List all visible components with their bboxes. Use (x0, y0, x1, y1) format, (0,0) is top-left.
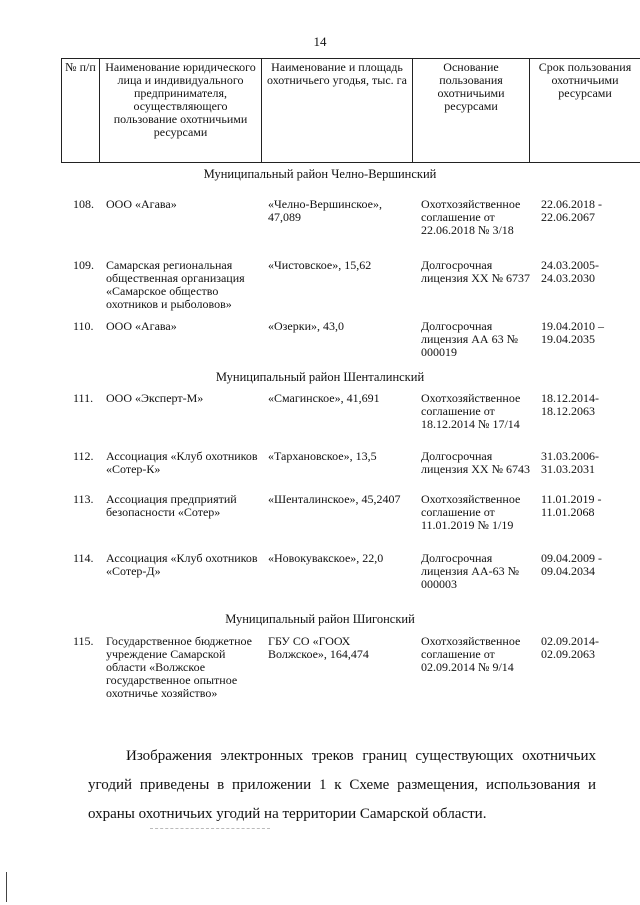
scan-edge-mark (6, 872, 7, 902)
row-organization: Ассоциация «Клуб охотников «Сотер-Д» (106, 551, 258, 578)
header-area: Наименование и площадь охотничьего угодья, тыс. га (262, 59, 413, 163)
row-number: 110. (73, 319, 94, 333)
row-term: 31.03.2006- 31.03.2031 (541, 449, 599, 476)
row-number: 112. (73, 449, 94, 463)
row-organization: ООО «Эксперт-М» (106, 391, 204, 405)
row-number: 114. (73, 551, 94, 565)
row-number: 109. (73, 258, 94, 272)
row-basis: Охотхозяйственное соглашение от 18.12.2014 № 17/14 (421, 391, 521, 431)
scan-artifact (150, 828, 270, 829)
row-number: 113. (73, 492, 94, 506)
row-organization: Ассоциация «Клуб охотников «Сотер-К» (106, 449, 258, 476)
row-term: 09.04.2009 - 09.04.2034 (541, 551, 602, 578)
row-term: 18.12.2014- 18.12.2063 (541, 391, 599, 418)
district-heading: Муниципальный район Шенталинский (215, 370, 425, 384)
row-basis: Долгосрочная лицензия АА 63 № 000019 (421, 319, 519, 359)
row-term: 24.03.2005- 24.03.2030 (541, 258, 599, 285)
row-organization: ООО «Агава» (106, 319, 177, 333)
row-number: 111. (73, 391, 94, 405)
row-number: 115. (73, 634, 94, 648)
header-num: № п/п (62, 59, 100, 163)
header-basis: Основание пользования охотничьими ресурсами (413, 59, 530, 163)
row-term: 02.09.2014- 02.09.2063 (541, 634, 599, 661)
row-area: «Челно-Вершинское», 47,089 (268, 197, 382, 224)
district-heading: Муниципальный район Шигонский (225, 612, 415, 626)
row-basis: Охотхозяйственное соглашение от 11.01.2019 № 1/19 (421, 492, 521, 532)
row-basis: Охотхозяйственное соглашение от 02.09.2014 № 9/14 (421, 634, 521, 674)
table-header (61, 58, 640, 163)
row-organization: Государственное бюджетное учреждение Самарской области «Волжское государственное опытное охотничье хозяйство» (106, 634, 252, 700)
row-basis: Долгосрочная лицензия ХХ № 6737 (421, 258, 531, 285)
row-organization: ООО «Агава» (106, 197, 177, 211)
row-area: «Озерки», 43,0 (268, 319, 344, 333)
row-area: «Тархановское», 13,5 (268, 449, 377, 463)
row-area: «Смагинское», 41,691 (268, 391, 380, 405)
row-organization: Самарская региональная общественная организация «Самарское общество охотников и рыболовов» (106, 258, 245, 311)
row-basis: Долгосрочная лицензия АА-63 № 000003 (421, 551, 520, 591)
paragraph-text: Изображения электронных треков границ существующих охотничьих угодий приведены в приложении 1 к Схеме размещения, использования и охраны охотничьих угодий на территории Самарской области. (88, 748, 596, 822)
district-heading: Муниципальный район Челно-Вершинский (203, 167, 437, 181)
body-paragraph (88, 742, 596, 829)
row-term: 19.04.2010 – 19.04.2035 (541, 319, 604, 346)
row-area: «Шенталинское», 45,2407 (268, 492, 401, 506)
row-term: 22.06.2018 - 22.06.2067 (541, 197, 602, 224)
header-organization: Наименование юридического лица и индивидуального предпринимателя, осуществляющего пользование охотничьими ресурсами (100, 59, 262, 163)
row-basis: Охотхозяйственное соглашение от 22.06.2018 № 3/18 (421, 197, 521, 237)
header-term: Срок пользования охотничьими ресурсами (530, 59, 640, 163)
row-area: «Чистовское», 15,62 (268, 258, 372, 272)
row-number: 108. (73, 197, 94, 211)
page-number: 14 (313, 34, 327, 49)
row-term: 11.01.2019 - 11.01.2068 (541, 492, 602, 519)
row-basis: Долгосрочная лицензия ХХ № 6743 (421, 449, 531, 476)
row-organization: Ассоциация предприятий безопасности «Сотер» (106, 492, 237, 519)
row-area: «Новокувакское», 22,0 (268, 551, 384, 565)
row-area: ГБУ СО «ГООХ Волжское», 164,474 (268, 634, 369, 661)
